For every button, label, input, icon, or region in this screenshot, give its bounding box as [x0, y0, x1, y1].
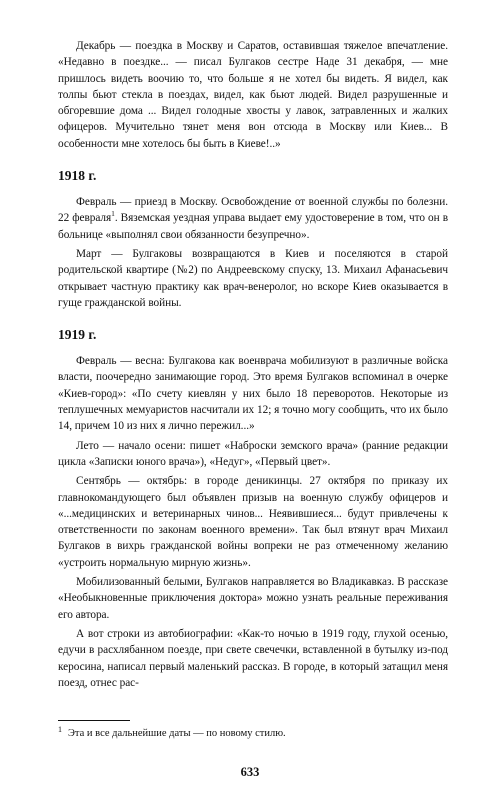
paragraph-1918-february [58, 194, 448, 243]
footnote-divider [58, 720, 130, 721]
paragraph-1919: Сентябрь — октябрь: в городе деникинцы. 27 октября по приказу их главнокомандующего был объявлен призыв на военную службу офицеров и «...медицинских и ветеринарных чинов... Неявившиеся... будут привлечены к ответственности по законам военного времени». Так был втянут врач Михаил Булгаков в вихрь гражданской войны вопреки не раз отмеченному желанию «устроить нормальную мирную жизнь». [58, 475, 448, 569]
footnote-number: 1 [58, 724, 62, 734]
page-number: 633 [240, 765, 260, 779]
paragraph-text-part: Февраль — приезд в Москву. Освобождение от военной службы по болезни. 22 февраля [58, 196, 448, 225]
year-heading-1918: 1918 г. [58, 168, 97, 184]
footnote-text: Эта и все дальнейшие даты — по новому стилю. [68, 728, 286, 739]
paragraph-1919: Мобилизованный белыми, Булгаков направляется во Владикавказ. В рассказе «Необыкновенные приключения доктора» можно узнать реальные переживания его автора. [58, 576, 448, 621]
year-heading-1919: 1919 г. [58, 327, 97, 343]
footnote [58, 724, 448, 741]
paragraph-1919: Февраль — весна: Булгакова как военврача мобилизуют в различные войска власти, поочередно занимающие город. Это время Булгаков вспоминал в очерке «Киев-город»: «По счету киевлян у них было 18 переворотов. Некоторые из теплушечных мемуаристов насчитали их 12; я точно могу сообщить, что их было 14, причем 10 из них я лично пережил...» [58, 355, 448, 433]
main-text [58, 38, 448, 694]
paragraph-1919: А вот строки из автобиографии: «Как-то ночью в 1919 году, глухой осенью, едучи в расхлябанном поезде, при свете свечечки, вставленной в бутылку из-под керосина, написал первый маленький рассказ. В городе, в который затащил меня поезд, отнес рас- [58, 627, 448, 689]
paragraph-1918-march: Март — Булгаковы возвращаются в Киев и поселяются в старой родительской квартире (№2) по Андреевскому спуску, 13. Михаил Афанасьевич открывает частную практику как врач-венеролог, но вскоре Киев оказывается в гуще гражданской войны. [58, 247, 448, 309]
paragraph-1919: Лето — начало осени: пишет «Наброски земского врача» (ранние редакции цикла «Записки юного врача»), «Недуг», «Первый цвет». [58, 439, 448, 468]
paragraph-text-part: . Вяземская уездная управа выдает ему удостоверение в том, что он в больнице «выполнял свои обязанности безупречно». [58, 212, 448, 241]
intro-paragraph: Декабрь — поездка в Москву и Саратов, оставившая тяжелое впечатление. «Недавно в поездке... — писал Булгаков сестре Наде 31 декабря, — мне пришлось видеть воочию то, что больше я не хотел бы видеть. Я видел, как толпы бьют стекла в поездах, видел, как бьют людей. Видел разрушенные и обгоревшие дома ... Видел голодные хвосты у лавок, затравленных и жалких офицеров. Мучительно тянет меня вон отсюда в Москву или Киев... В особенности мне хотелось бы быть в Киеве!..» [58, 40, 448, 150]
footnote-marker: 1 [111, 209, 115, 219]
